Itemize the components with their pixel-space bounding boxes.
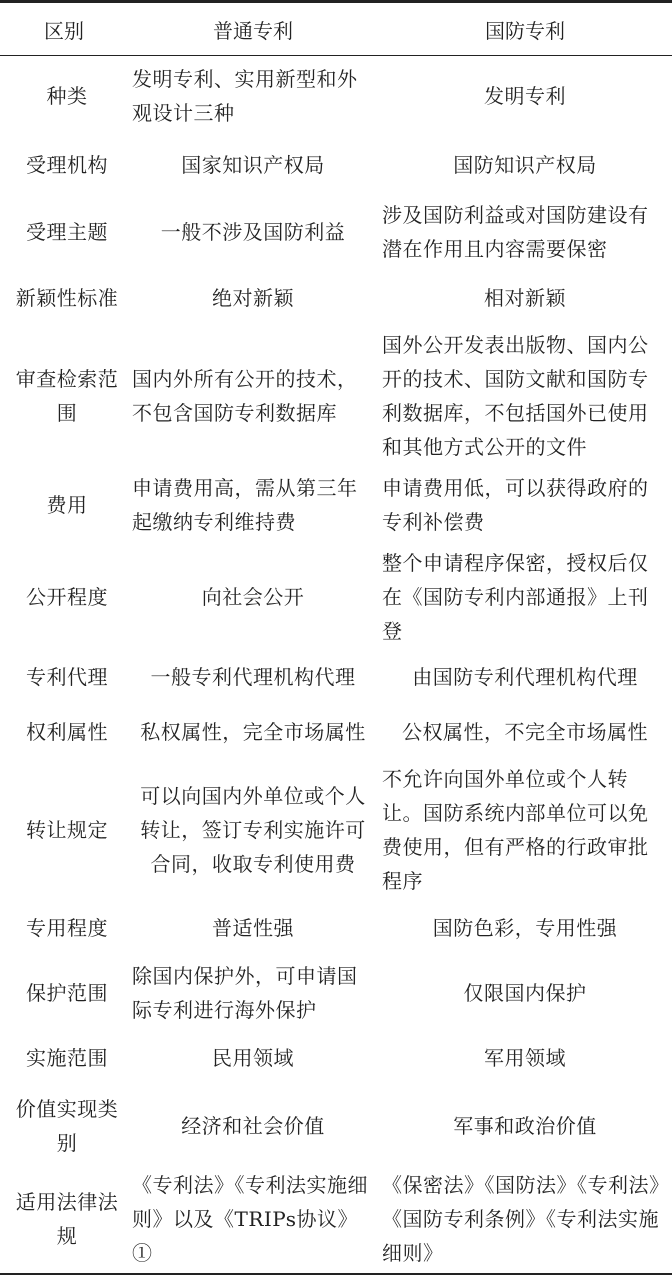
general-patent-cell: 申请费用高，需从第三年起缴纳专利维持费 bbox=[132, 475, 358, 534]
defense-patent-cell: 国防知识产权局 bbox=[453, 152, 597, 177]
defense-patent-cell: 仅限国内保护 bbox=[463, 980, 587, 1005]
header-general-patent: 普通专利 bbox=[128, 2, 378, 56]
row-search-scope bbox=[0, 326, 672, 466]
general-patent-cell: 《专利法》《专利法实施细则》以及《TRIPs协议》① bbox=[128, 1166, 378, 1274]
defense-patent-cell: 国防色彩，专用性强 bbox=[432, 915, 618, 940]
defense-patent-cell: 整个申请程序保密，授权后仅在《国防专利内部通报》上刊登 bbox=[382, 550, 649, 643]
row-applicable-laws bbox=[0, 1166, 672, 1274]
row-type bbox=[0, 56, 672, 136]
general-patent-cell: 除国内保护外，可申请国际专利进行海外保护 bbox=[132, 963, 358, 1022]
row-agency bbox=[0, 136, 672, 194]
general-patent-cell: 发明专利、实用新型和外观设计三种 bbox=[132, 66, 358, 125]
defense-patent-cell: 军用领域 bbox=[484, 1045, 566, 1070]
row-label: 受理机构 bbox=[26, 152, 108, 177]
row-subject bbox=[0, 194, 672, 270]
general-patent-cell: 国家知识产权局 bbox=[181, 152, 325, 177]
general-patent-cell: 民用领域 bbox=[212, 1045, 294, 1070]
row-label: 保护范围 bbox=[26, 980, 108, 1005]
row-label: 公开程度 bbox=[26, 584, 108, 609]
row-label: 适用法律法规 bbox=[0, 1166, 128, 1274]
defense-patent-cell: 相对新颖 bbox=[484, 285, 566, 310]
row-novelty bbox=[0, 270, 672, 326]
row-label: 实施范围 bbox=[26, 1045, 108, 1070]
general-patent-cell: 可以向国内外单位或个人转让，签订专利实施许可合同，收取专利使用费 bbox=[140, 783, 366, 876]
general-patent-cell: 私权属性，完全市场属性 bbox=[140, 719, 366, 744]
row-specificity bbox=[0, 900, 672, 956]
row-label: 专利代理 bbox=[26, 664, 108, 689]
row-disclosure bbox=[0, 544, 672, 650]
row-protection-scope bbox=[0, 956, 672, 1030]
row-label: 专用程度 bbox=[26, 915, 108, 940]
general-patent-cell: 普适性强 bbox=[212, 915, 294, 940]
row-implementation-scope bbox=[0, 1030, 672, 1086]
defense-patent-cell: 国外公开发表出版物、国内公开的技术、国防文献和国防专利数据库，不包括国外已使用和其他方式公开的文件 bbox=[382, 332, 649, 459]
defense-patent-cell: 军事和政治价值 bbox=[453, 1113, 597, 1138]
defense-patent-cell: 公权属性，不完全市场属性 bbox=[402, 719, 648, 744]
defense-patent-cell: 发明专利 bbox=[484, 83, 566, 108]
row-transfer-rules bbox=[0, 760, 672, 900]
row-label: 费用 bbox=[46, 492, 88, 517]
header-defense-patent: 国防专利 bbox=[378, 2, 672, 56]
general-patent-cell: 向社会公开 bbox=[201, 584, 305, 609]
general-patent-cell: 一般不涉及国防利益 bbox=[160, 219, 346, 244]
defense-patent-cell: 申请费用低，可以获得政府的专利补偿费 bbox=[382, 475, 649, 534]
row-fees bbox=[0, 466, 672, 544]
row-agency-representation bbox=[0, 650, 672, 704]
defense-patent-cell: 不允许向国外单位或个人转让。国防系统内部单位可以免费使用，但有严格的行政审批程序 bbox=[382, 766, 649, 893]
general-patent-cell: 绝对新颖 bbox=[212, 285, 294, 310]
row-label: 转让规定 bbox=[26, 817, 108, 842]
header-difference: 区别 bbox=[0, 2, 128, 56]
defense-patent-cell: 《保密法》《国防法》《专利法》《国防专利条例》《专利法实施细则》 bbox=[378, 1166, 672, 1274]
row-value-category bbox=[0, 1086, 672, 1166]
row-label: 新颖性标准 bbox=[15, 285, 119, 310]
row-label: 受理主题 bbox=[26, 219, 108, 244]
general-patent-cell: 国内外所有公开的技术，不包含国防专利数据库 bbox=[132, 366, 358, 425]
header-row bbox=[0, 2, 672, 56]
row-rights-attribute bbox=[0, 704, 672, 760]
row-label: 价值实现类别 bbox=[15, 1096, 119, 1155]
general-patent-cell: 经济和社会价值 bbox=[181, 1113, 325, 1138]
defense-patent-cell: 涉及国防利益或对国防建设有潜在作用且内容需要保密 bbox=[382, 202, 649, 261]
row-label: 种类 bbox=[46, 83, 88, 108]
defense-patent-cell: 由国防专利代理机构代理 bbox=[412, 664, 638, 689]
row-label: 权利属性 bbox=[26, 719, 108, 744]
general-patent-cell: 一般专利代理机构代理 bbox=[150, 664, 356, 689]
row-label: 审查检索范围 bbox=[15, 366, 119, 425]
